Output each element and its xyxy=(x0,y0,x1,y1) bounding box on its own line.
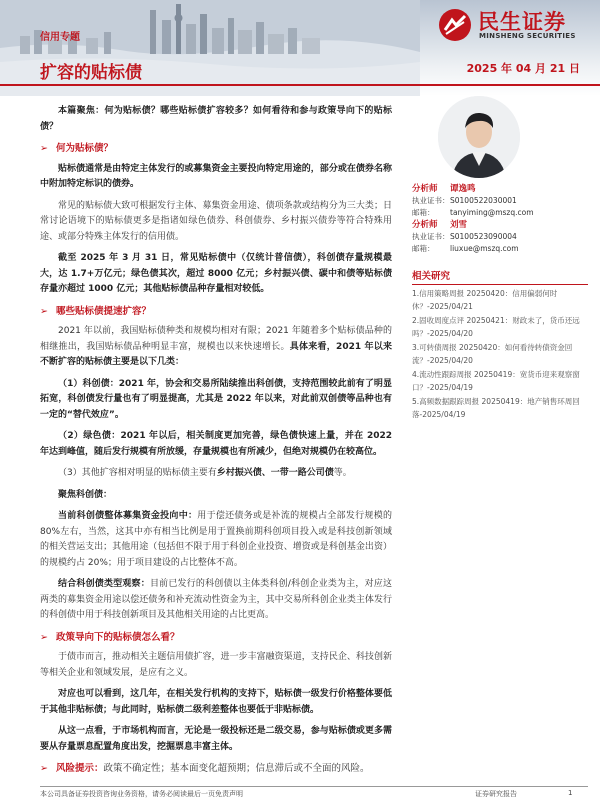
report-series: 信用专题 xyxy=(40,32,80,43)
s3-paragraph-2: 对应也可以看到，这几年，在相关发行机构的支持下，贴标债一级发行价格整体要低于其他非贴标债；与此同时，贴标债二级利差整体也要低于非贴标债。 xyxy=(40,689,392,715)
related-item[interactable]: 1.信用策略周报 20250420：信用偏弱何时休？-2025/04/21 xyxy=(412,289,558,311)
related-research-title: 相关研究 xyxy=(412,268,588,285)
related-item[interactable]: 4.流动性跟踪周报 20250419：宽货币迎来观察窗口？-2025/04/19 xyxy=(412,370,580,392)
s2-paragraph-4: （3）其他扩容相对明显的贴标债主要有乡村振兴债、一带一路公司债等。 xyxy=(58,468,352,478)
analyst-1-role: 分析师 xyxy=(412,184,438,194)
analyst-2-cert: S0100523090004 xyxy=(450,232,517,241)
analyst-2-cert-row: 执业证书： S0100523090004 xyxy=(412,232,517,241)
analyst-2-email[interactable]: liuxue@mszq.com xyxy=(450,244,519,253)
s1-paragraph-1: 贴标债通常是由特定主体发行的或募集资金主要投向特定用途的，部分或在债券名称中附加特定标识的债券。 xyxy=(40,163,392,189)
focus-paragraph-1: 当前科创债整体募集资金投向中：用于偿还债务或是补流的规模占全部发行规模的 80%左右，当然，这其中亦有相当比例是用于置换前期科创项目投入或是科技创新领域的相关营运支出；其他用途（包括但不限于用于科创企业投资、增资或是科创基金出资）的规模约占 20%；用于项目建设的占比整体不高。 xyxy=(40,511,392,568)
related-research-list xyxy=(412,288,588,423)
analyst-portrait-image xyxy=(438,96,520,178)
s2-paragraph-2: （1）科创债：2021 年，协会和交易所陆续推出科创债，支持范围较此前有了明显拓宽，科创债发行量也有了明显提高，尤其是 2022 年以来，对此前双创债等品种也有一定的“替代效应”。 xyxy=(40,378,392,420)
analyst-1-name: 谭逸鸣 xyxy=(450,184,476,194)
risk-text: 政策不确定性；基本面变化超预期；信息滞后或不全面的风险。 xyxy=(103,763,370,774)
analyst-2-name: 刘雪 xyxy=(450,220,468,230)
s2-paragraph-1: 2021 年以前，我国贴标债种类和规模均相对有限；2021 年随着多个贴标债品种的相继推出，我国贴标债品种明显丰富，规模也以来快速增长。具体来看，2021 年以来不断扩容的贴标债主要是以下几类： xyxy=(40,326,392,367)
intro-paragraph xyxy=(40,104,392,135)
intro-label: 本篇聚焦： xyxy=(58,106,105,116)
s3-paragraph-3: 从这一点看，于市场机构而言，无论是一级投标还是二级交易，参与贴标债或更多需要从存量票息配置角度出发，挖掘票息丰富主体。 xyxy=(40,726,392,752)
section-heading-1: ➢ 何为贴标债？ xyxy=(40,141,392,157)
analyst-1-row xyxy=(412,183,587,195)
analyst-1-email-row: 邮箱： tanyiming@mszq.com xyxy=(412,208,534,217)
s1-paragraph-2: 常见的贴标债大致可根据发行主体、募集资金用途、债项条款或结构分为三大类；日常讨论语境下的贴标债更多是指诸如绿色债券、科创债券、乡村振兴债券等符合特殊用途、或部分特殊主体发行的信用债。 xyxy=(40,200,392,242)
footer-disclaimer: 本公司具备证券投资咨询业务资格，请务必阅读最后一页免责声明 xyxy=(40,790,243,798)
logo-mark-icon xyxy=(438,8,472,42)
s3-paragraph-1: 于债市而言，推动相关主题信用债扩容，进一步丰富融资渠道，支持民企、科技创新等相关企业和领域发展，是应有之义。 xyxy=(40,652,392,678)
related-item[interactable]: 5.高频数据跟踪周报 20250419：地产销售环周回落-2025/04/19 xyxy=(412,397,580,419)
analyst-2-email-row: 邮箱： liuxue@mszq.com xyxy=(412,244,519,253)
related-item[interactable]: 2.固收周度点评 20250421：财政未了，货币还远吗？-2025/04/20 xyxy=(412,316,580,338)
arrow-icon: ➢ xyxy=(40,763,48,774)
arrow-icon: ➢ xyxy=(40,305,48,317)
report-date: 2025 年 04 月 21 日 xyxy=(466,62,580,75)
logo-text-en: MINSHENG SECURITIES xyxy=(479,32,576,40)
arrow-icon: ➢ xyxy=(40,631,48,643)
analyst-1-cert-row: 执业证书： S0100522030001 xyxy=(412,196,517,205)
s1-paragraph-3: 截至 2025 年 3 月 31 日，常见贴标债中（仅统计普信债），科创债存量规模最大，达 1.7+万亿元；绿色债其次，超过 8000 亿元；乡村振兴债、碳中和债等贴标债存量亦超过 1000 亿元；其他贴标债品种存量相对较低。 xyxy=(40,253,392,294)
related-item[interactable]: 3.可转债周报 20250420：如何看待转债资金回流？-2025/04/20 xyxy=(412,343,573,365)
page-number: 1 xyxy=(568,789,573,797)
risk-line: ➢ 风险提示：政策不确定性；基本面变化超预期；信息滞后或不全面的风险。 xyxy=(40,761,392,777)
footer-divider xyxy=(40,786,588,787)
analyst-2-row xyxy=(412,219,587,231)
analyst-2-role: 分析师 xyxy=(412,220,438,230)
section-heading-2: ➢ 哪些贴标债提速扩容？ xyxy=(40,304,392,320)
section-heading-3: ➢ 政策导向下的贴标债怎么看？ xyxy=(40,630,392,646)
focus-paragraph-2: 结合科创债类型观察：目前已发行的科创债以主体类科创/科创企业类为主，对应这两类的募集资金用途以偿还债务和补充流动性资金为主，其中交易所科创企业类主体发行的科创债中用于科技创新项目及其他相关用途的占比更高。 xyxy=(40,579,392,620)
analyst-photo xyxy=(438,96,520,178)
company-logo xyxy=(438,6,598,48)
intro-text: 何为贴标债？哪些贴标债扩容较多？如何看待和参与政策导向下的贴标债？ xyxy=(40,106,392,132)
header-banner xyxy=(0,0,600,96)
page-title: 扩容的贴标债 xyxy=(40,63,142,83)
analyst-1-email[interactable]: tanyiming@mszq.com xyxy=(450,208,534,217)
s2-paragraph-3: （2）绿色债：2021 年以后，相关制度更加完善，绿色债快速上量，并在 2022 年达到峰值，随后发行规模有所放缓，存量规模也有所减少，但绝对规模仍在较高位。 xyxy=(40,431,392,457)
arrow-icon: ➢ xyxy=(40,143,48,154)
main-content xyxy=(40,104,392,782)
focus-label: 聚焦科创债： xyxy=(58,489,113,500)
title-divider xyxy=(0,84,600,86)
logo-text-cn: 民生证券 xyxy=(478,10,566,34)
analyst-info xyxy=(412,183,587,255)
footer-doc-type: 证券研究报告 xyxy=(475,790,517,798)
analyst-1-cert: S0100522030001 xyxy=(450,196,517,205)
